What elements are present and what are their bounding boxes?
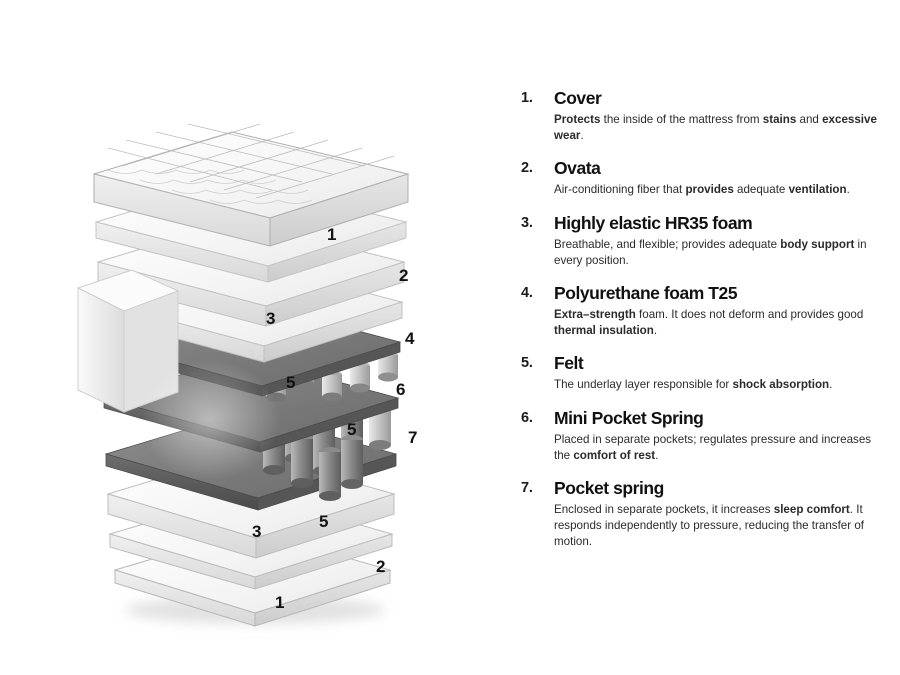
legend-title: Mini Pocket Spring [554,408,704,429]
legend-number: 6. [521,410,533,427]
callout-number: 3 [266,309,276,328]
legend-item-ovata [521,158,881,198]
legend-description: Breathable, and flexible; provides adequate body support in every position. [554,237,867,267]
callout-number: 4 [405,329,415,348]
legend-item-felt [521,353,881,393]
legend-description: Air-conditioning fiber that provides adequate ventilation. [554,183,850,197]
legend-title: Highly elastic HR35 foam [554,212,753,233]
legend-title: Polyurethane foam T25 [554,283,738,304]
legend-title: Felt [554,353,584,374]
highlight-glow [140,360,280,480]
legend-title: Pocket spring [554,478,664,499]
callout-number: 1 [327,225,337,244]
legend-item-hr35-foam [521,213,881,268]
legend-number: 5. [521,355,533,372]
callout-number: 2 [399,266,409,285]
legend-item-pocket-spring [521,478,881,549]
legend-number: 2. [521,160,533,177]
callout-number: 5 [319,512,329,531]
legend-number: 7. [521,480,533,497]
mattress-layers-svg [60,70,490,630]
legend-description: Placed in separate pockets; regulates pressure and increases the comfort of rest. [554,433,872,462]
legend-description: Extra–strength foam. It does not deform and provides good thermal insulation. [554,308,864,337]
callout-number: 1 [275,593,285,612]
callout-number: 6 [396,380,406,399]
legend-item-polyurethane-foam-t25 [521,283,881,338]
legend-list [521,88,881,564]
legend-title: Cover [554,88,602,108]
legend-title: Ovata [554,158,601,179]
callout-number: 2 [376,557,386,576]
legend-number: 4. [521,285,533,302]
legend-description: Enclosed in separate pockets, it increases sleep comfort. It responds independently to pressure, reducing the transfer of motion. [554,503,865,548]
legend-description: Protects the inside of the mattress from stains and excessive wear. [554,113,877,142]
legend-description: The underlay layer responsible for shock absorption. [554,378,833,392]
mattress-exploded-diagram [60,70,490,610]
callout-number: 7 [408,428,418,447]
legend-item-mini-pocket-spring [521,408,881,463]
callout-number: 5 [286,373,296,392]
callout-number: 5 [347,420,357,439]
legend-item-cover [521,88,881,143]
legend-number: 3. [521,214,533,231]
callout-number: 3 [252,522,262,541]
legend-number: 1. [521,90,533,106]
